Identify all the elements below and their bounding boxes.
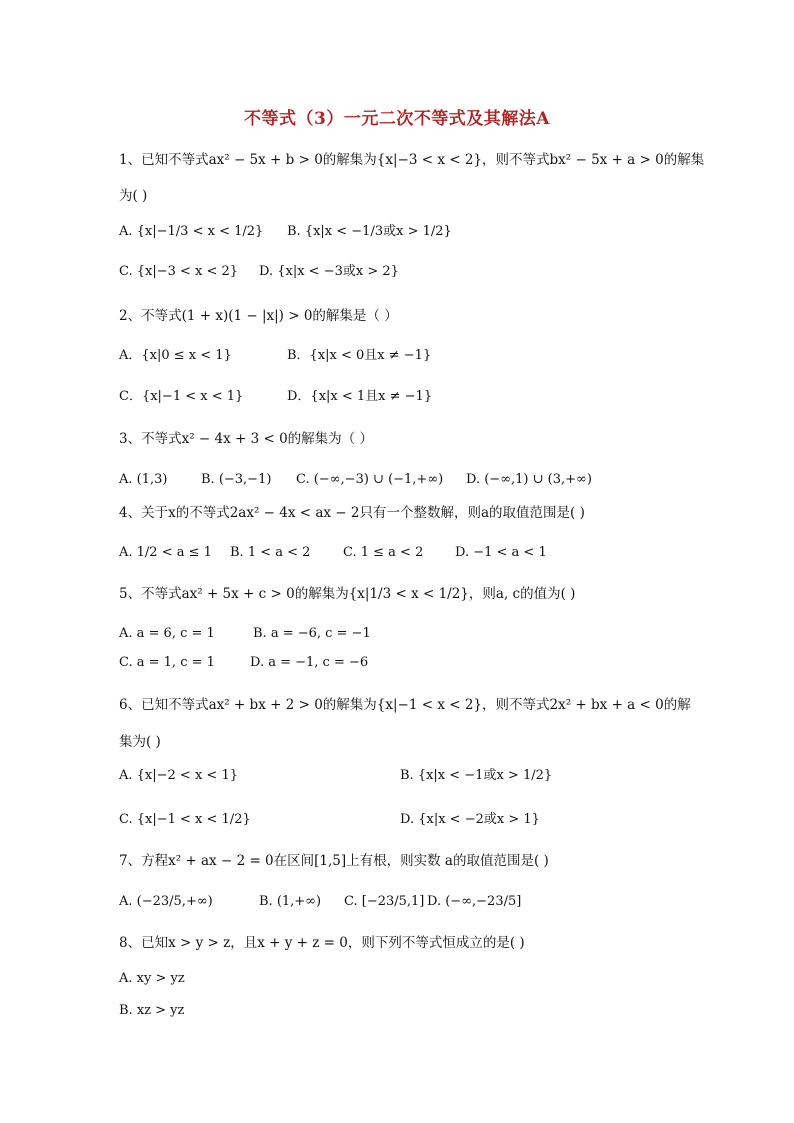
q3-option-c: C. (−∞,−3) ∪ (−1,+∞) bbox=[296, 472, 444, 487]
q2-option-d: D．{x|x < 1且x ≠ −1} bbox=[287, 389, 433, 404]
q6-option-b: B. {x|x < −1或x > 1/2} bbox=[400, 768, 553, 783]
q6-option-c: C. {x|−1 < x < 1/2} bbox=[119, 812, 251, 827]
q2-option-b: B．{x|x < 0且x ≠ −1} bbox=[287, 348, 432, 363]
q5-option-d: D. a = −1, c = −6 bbox=[250, 655, 369, 670]
q2-option-c: C．{x|−1 < x < 1} bbox=[119, 389, 244, 404]
q1-stem-line2: 为( ) bbox=[119, 188, 148, 204]
q1-stem-line1: 1、已知不等式ax² − 5x + b > 0的解集为{x|−3 < x < 2}，则不等式bx² − 5x + a > 0的解集 bbox=[119, 152, 705, 168]
q5-option-b: B. a = −6, c = −1 bbox=[253, 626, 371, 641]
q1-option-d: D. {x|x < −3或x > 2} bbox=[259, 264, 399, 279]
q3-option-b: B. (−3,−1) bbox=[201, 472, 272, 487]
q7-option-b: B. (1,+∞) bbox=[259, 894, 322, 909]
q2-option-a: A．{x|0 ≤ x < 1} bbox=[119, 348, 232, 363]
q7-option-d: D. (−∞,−23/5] bbox=[427, 894, 522, 909]
q4-option-c: C. 1 ≤ a < 2 bbox=[343, 545, 424, 560]
q4-stem: 4、关于x的不等式2ax² − 4x < ax − 2只有一个整数解，则a的取值范围是( ) bbox=[119, 505, 585, 521]
q4-option-d: D. −1 < a < 1 bbox=[455, 545, 547, 560]
q5-stem: 5、不等式ax² + 5x + c > 0的解集为{x|1/3 < x < 1/2}，则a, c的值为( ) bbox=[119, 586, 576, 602]
q7-stem: 7、方程x² + ax − 2 = 0在区间[1,5]上有根，则实数 a的取值范围是( ) bbox=[119, 853, 549, 869]
q6-stem-line2: 集为( ) bbox=[119, 734, 161, 750]
q6-stem-line1: 6、已知不等式ax² + bx + 2 > 0的解集为{x|−1 < x < 2}，则不等式2x² + bx + a < 0的解 bbox=[119, 697, 691, 713]
q1-option-a: A. {x|−1/3 < x < 1/2} bbox=[119, 224, 264, 239]
q7-option-c: C. [−23/5,1] bbox=[344, 894, 425, 909]
q7-option-a: A. (−23/5,+∞) bbox=[119, 894, 213, 909]
q5-option-a: A. a = 6, c = 1 bbox=[119, 626, 215, 641]
q8-option-a: A. xy > yz bbox=[119, 971, 185, 986]
q3-option-a: A. (1,3) bbox=[119, 472, 168, 487]
page-title: 不等式（3）一元二次不等式及其解法A bbox=[243, 109, 551, 129]
q8-option-b: B. xz > yz bbox=[119, 1003, 185, 1018]
q2-stem: 2、不等式(1 + x)(1 − |x|) > 0的解集是（ ） bbox=[119, 308, 398, 324]
q3-option-d: D. (−∞,1) ∪ (3,+∞) bbox=[466, 472, 592, 487]
q5-option-c: C. a = 1, c = 1 bbox=[119, 655, 215, 670]
q1-option-c: C. {x|−3 < x < 2} bbox=[119, 264, 239, 279]
q4-option-b: B. 1 < a < 2 bbox=[230, 545, 311, 560]
q1-option-b: B. {x|x < −1/3或x > 1/2} bbox=[287, 224, 452, 239]
q6-option-d: D. {x|x < −2或x > 1} bbox=[400, 812, 540, 827]
q4-option-a: A. 1/2 < a ≤ 1 bbox=[119, 545, 212, 560]
q6-option-a: A. {x|−2 < x < 1} bbox=[119, 768, 238, 783]
q8-stem: 8、已知x > y > z，且x + y + z = 0，则下列不等式恒成立的是( ) bbox=[119, 935, 525, 951]
q3-stem: 3、不等式x² − 4x + 3 < 0的解集为（ ） bbox=[119, 431, 373, 447]
